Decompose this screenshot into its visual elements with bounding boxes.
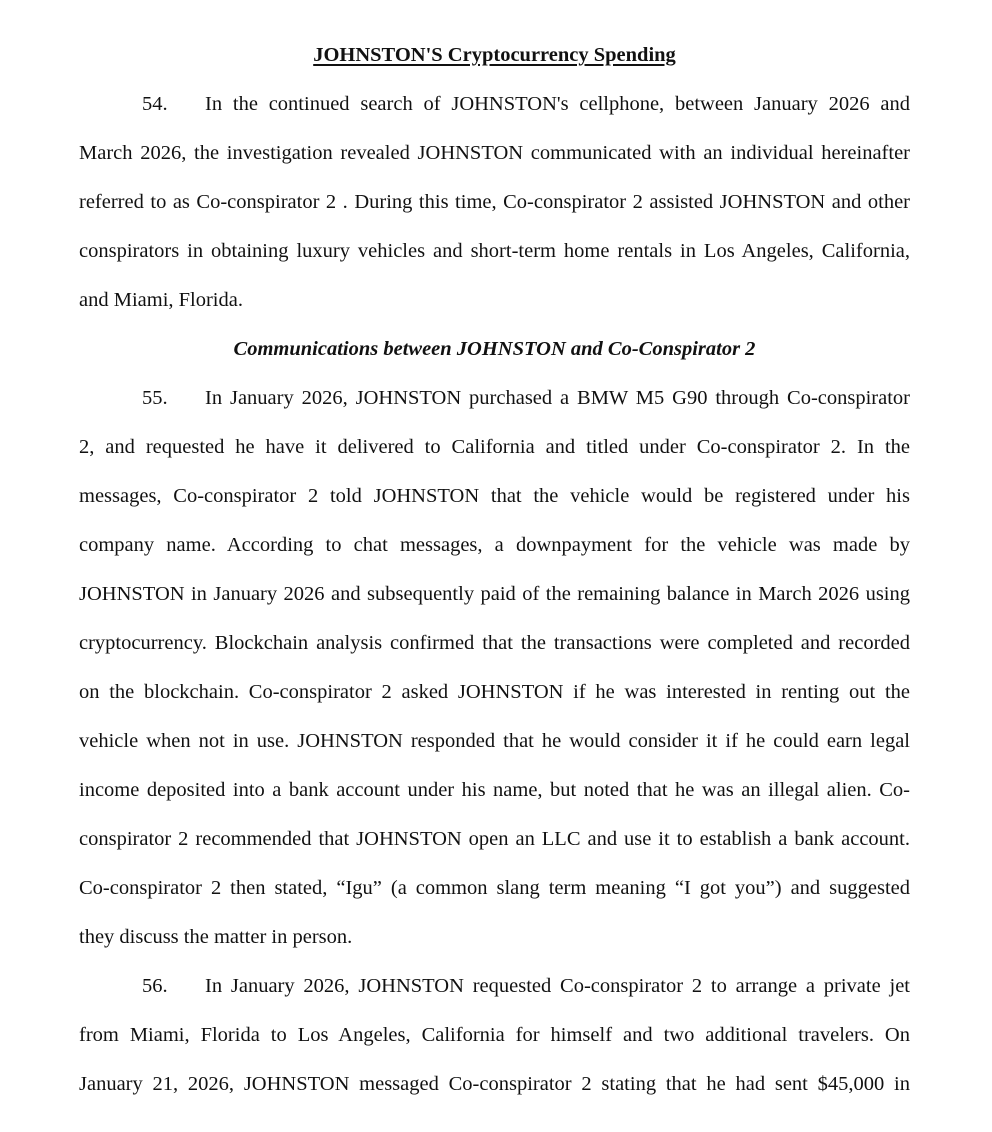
section-heading: JOHNSTON'S Cryptocurrency Spending [313,44,676,66]
subheading: Communications between JOHNSTON and Co-Conspirator 2 [233,338,756,360]
paragraph-line: from Miami, Florida to Los Angeles, California for himself and two additional travelers. On [79,1024,910,1046]
paragraph-line: March 2026, the investigation revealed JOHNSTON communicated with an individual hereinafter [79,142,910,164]
paragraph-line: company name. According to chat messages, a downpayment for the vehicle was made by [79,534,910,556]
paragraph-56 [79,962,910,1109]
paragraph-number: 55. [142,387,168,409]
paragraph-55 [79,374,910,962]
paragraph-line: conspirators in obtaining luxury vehicles and short-term home rentals in Los Angeles, California, [79,240,910,262]
paragraph-number: 56. [142,975,168,997]
paragraph-line: Co-conspirator 2 then stated, “Igu” (a common slang term meaning “I got you”) and suggested [79,877,910,899]
paragraph-line: 2, and requested he have it delivered to California and titled under Co-conspirator 2. In the [79,436,910,458]
paragraph-line: conspirator 2 recommended that JOHNSTON open an LLC and use it to establish a bank account. [79,828,910,850]
paragraph-line: In January 2026, JOHNSTON requested Co-conspirator 2 to arrange a private jet [205,975,910,997]
document-page [79,40,910,1109]
paragraph-line: cryptocurrency. Blockchain analysis confirmed that the transactions were completed and recorded [79,632,910,654]
paragraph-number: 54. [142,93,168,115]
paragraph-line: messages, Co-conspirator 2 told JOHNSTON that the vehicle would be registered under his [79,485,910,507]
paragraph-line: January 21, 2026, JOHNSTON messaged Co-conspirator 2 stating that he had sent $45,000 in [79,1073,910,1095]
paragraph-line: JOHNSTON in January 2026 and subsequently paid of the remaining balance in March 2026 using [79,583,910,605]
paragraph-line: they discuss the matter in person. [79,926,353,948]
paragraph-54 [79,80,910,325]
paragraph-line: In January 2026, JOHNSTON purchased a BMW M5 G90 through Co-conspirator [205,387,910,409]
paragraph-line: and Miami, Florida. [79,289,243,311]
paragraph-line: income deposited into a bank account under his name, but noted that he was an illegal alien. Co- [79,779,910,801]
paragraph-line: referred to as Co-conspirator 2 . During this time, Co-conspirator 2 assisted JOHNSTON and other [79,191,910,213]
paragraph-line: on the blockchain. Co-conspirator 2 asked JOHNSTON if he was interested in renting out the [79,681,910,703]
paragraph-line: vehicle when not in use. JOHNSTON responded that he would consider it if he could earn legal [79,730,910,752]
paragraph-line: In the continued search of JOHNSTON's cellphone, between January 2026 and [205,93,910,115]
